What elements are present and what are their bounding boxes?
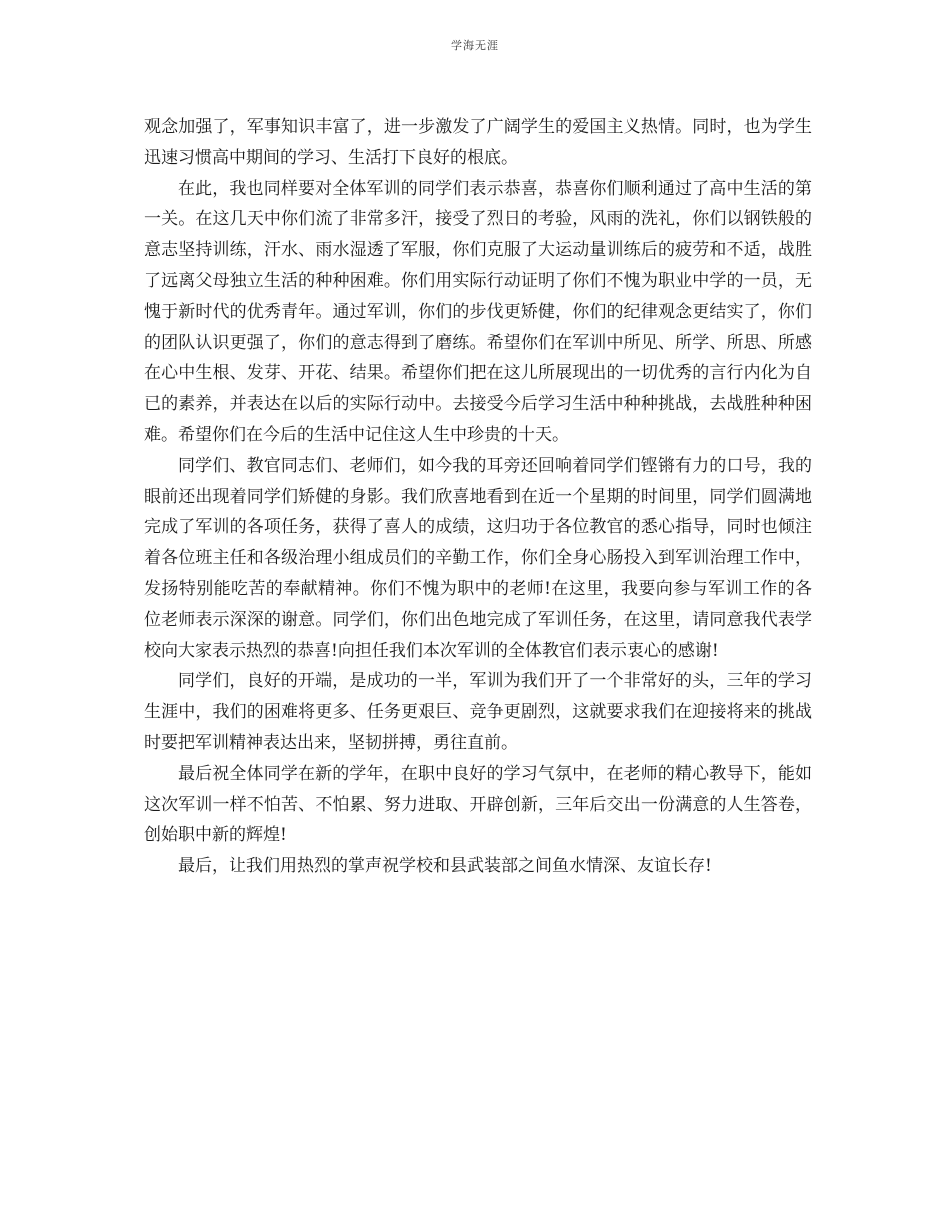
paragraph: 同学们，良好的开端，是成功的一半，军训为我们开了一个非常好的头，三年的学习生涯中，我们的困难将更多、任务更艰巨、竞争更剧烈，这就要求我们在迎接将来的挑战时要把军训精神表达出来，坚韧拼搏，勇往直前。 bbox=[144, 671, 812, 753]
page-header: 学海无涯 bbox=[451, 39, 499, 52]
paragraph: 在此，我也同样要对全体军训的同学们表示恭喜，恭喜你们顺利通过了高中生活的第一关。在这几天中你们流了非常多汗，接受了烈日的考验，风雨的洗礼，你们以钢铁般的意志坚持训练，汗水、雨水湿透了军服，你们克服了大运动量训练后的疲劳和不适，战胜了远离父母独立生活的种种困难。你们用实际行动证明了你们不愧为职业中学的一员，无愧于新时代的优秀青年。通过军训，你们的步伐更矫健，你们的纪律观念更结实了，你们的团队认识更强了，你们的意志得到了磨练。希望你们在军训中所见、所学、所思、所感在心中生根、发芽、开花、结果。希望你们把在这儿所展现出的一切优秀的言行内化为自已的素养，并表达在以后的实际行动中。去接受今后学习生活中种种挑战，去战胜种种困难。希望你们在今后的生活中记住这人生中珍贵的十天。 bbox=[144, 178, 812, 445]
document-body bbox=[144, 112, 812, 882]
paragraph-closing: 最后，让我们用热烈的掌声祝学校和县武装部之间鱼水情深、友谊长存! bbox=[178, 856, 712, 877]
paragraph-continuation: 观念加强了，军事知识丰富了，进一步激发了广阔学生的爱国主义热情。同时，也为学生迅速习惯高中期间的学习、生活打下良好的根底。 bbox=[144, 117, 812, 168]
paragraph: 同学们、教官同志们、老师们，如今我的耳旁还回响着同学们铿锵有力的口号，我的眼前还出现着同学们矫健的身影。我们欣喜地看到在近一个星期的时间里，同学们圆满地完成了军训的各项任务，获得了喜人的成绩，这归功于各位教官的悉心指导，同时也倾注着各位班主任和各级治理小组成员们的辛勤工作，你们全身心肠投入到军训治理工作中，发扬特别能吃苦的奉献精神。你们不愧为职中的老师!在这里，我要向参与军训工作的各位老师表示深深的谢意。同学们，你们出色地完成了军训任务，在这里，请同意我代表学校向大家表示热烈的恭喜!向担任我们本次军训的全体教官们表示衷心的感谢! bbox=[144, 455, 812, 661]
paragraph: 最后祝全体同学在新的学年，在职中良好的学习气氛中，在老师的精心教导下，能如这次军训一样不怕苦、不怕累、努力进取、开辟创新，三年后交出一份满意的人生答卷，创始职中新的辉煌! bbox=[144, 763, 812, 846]
